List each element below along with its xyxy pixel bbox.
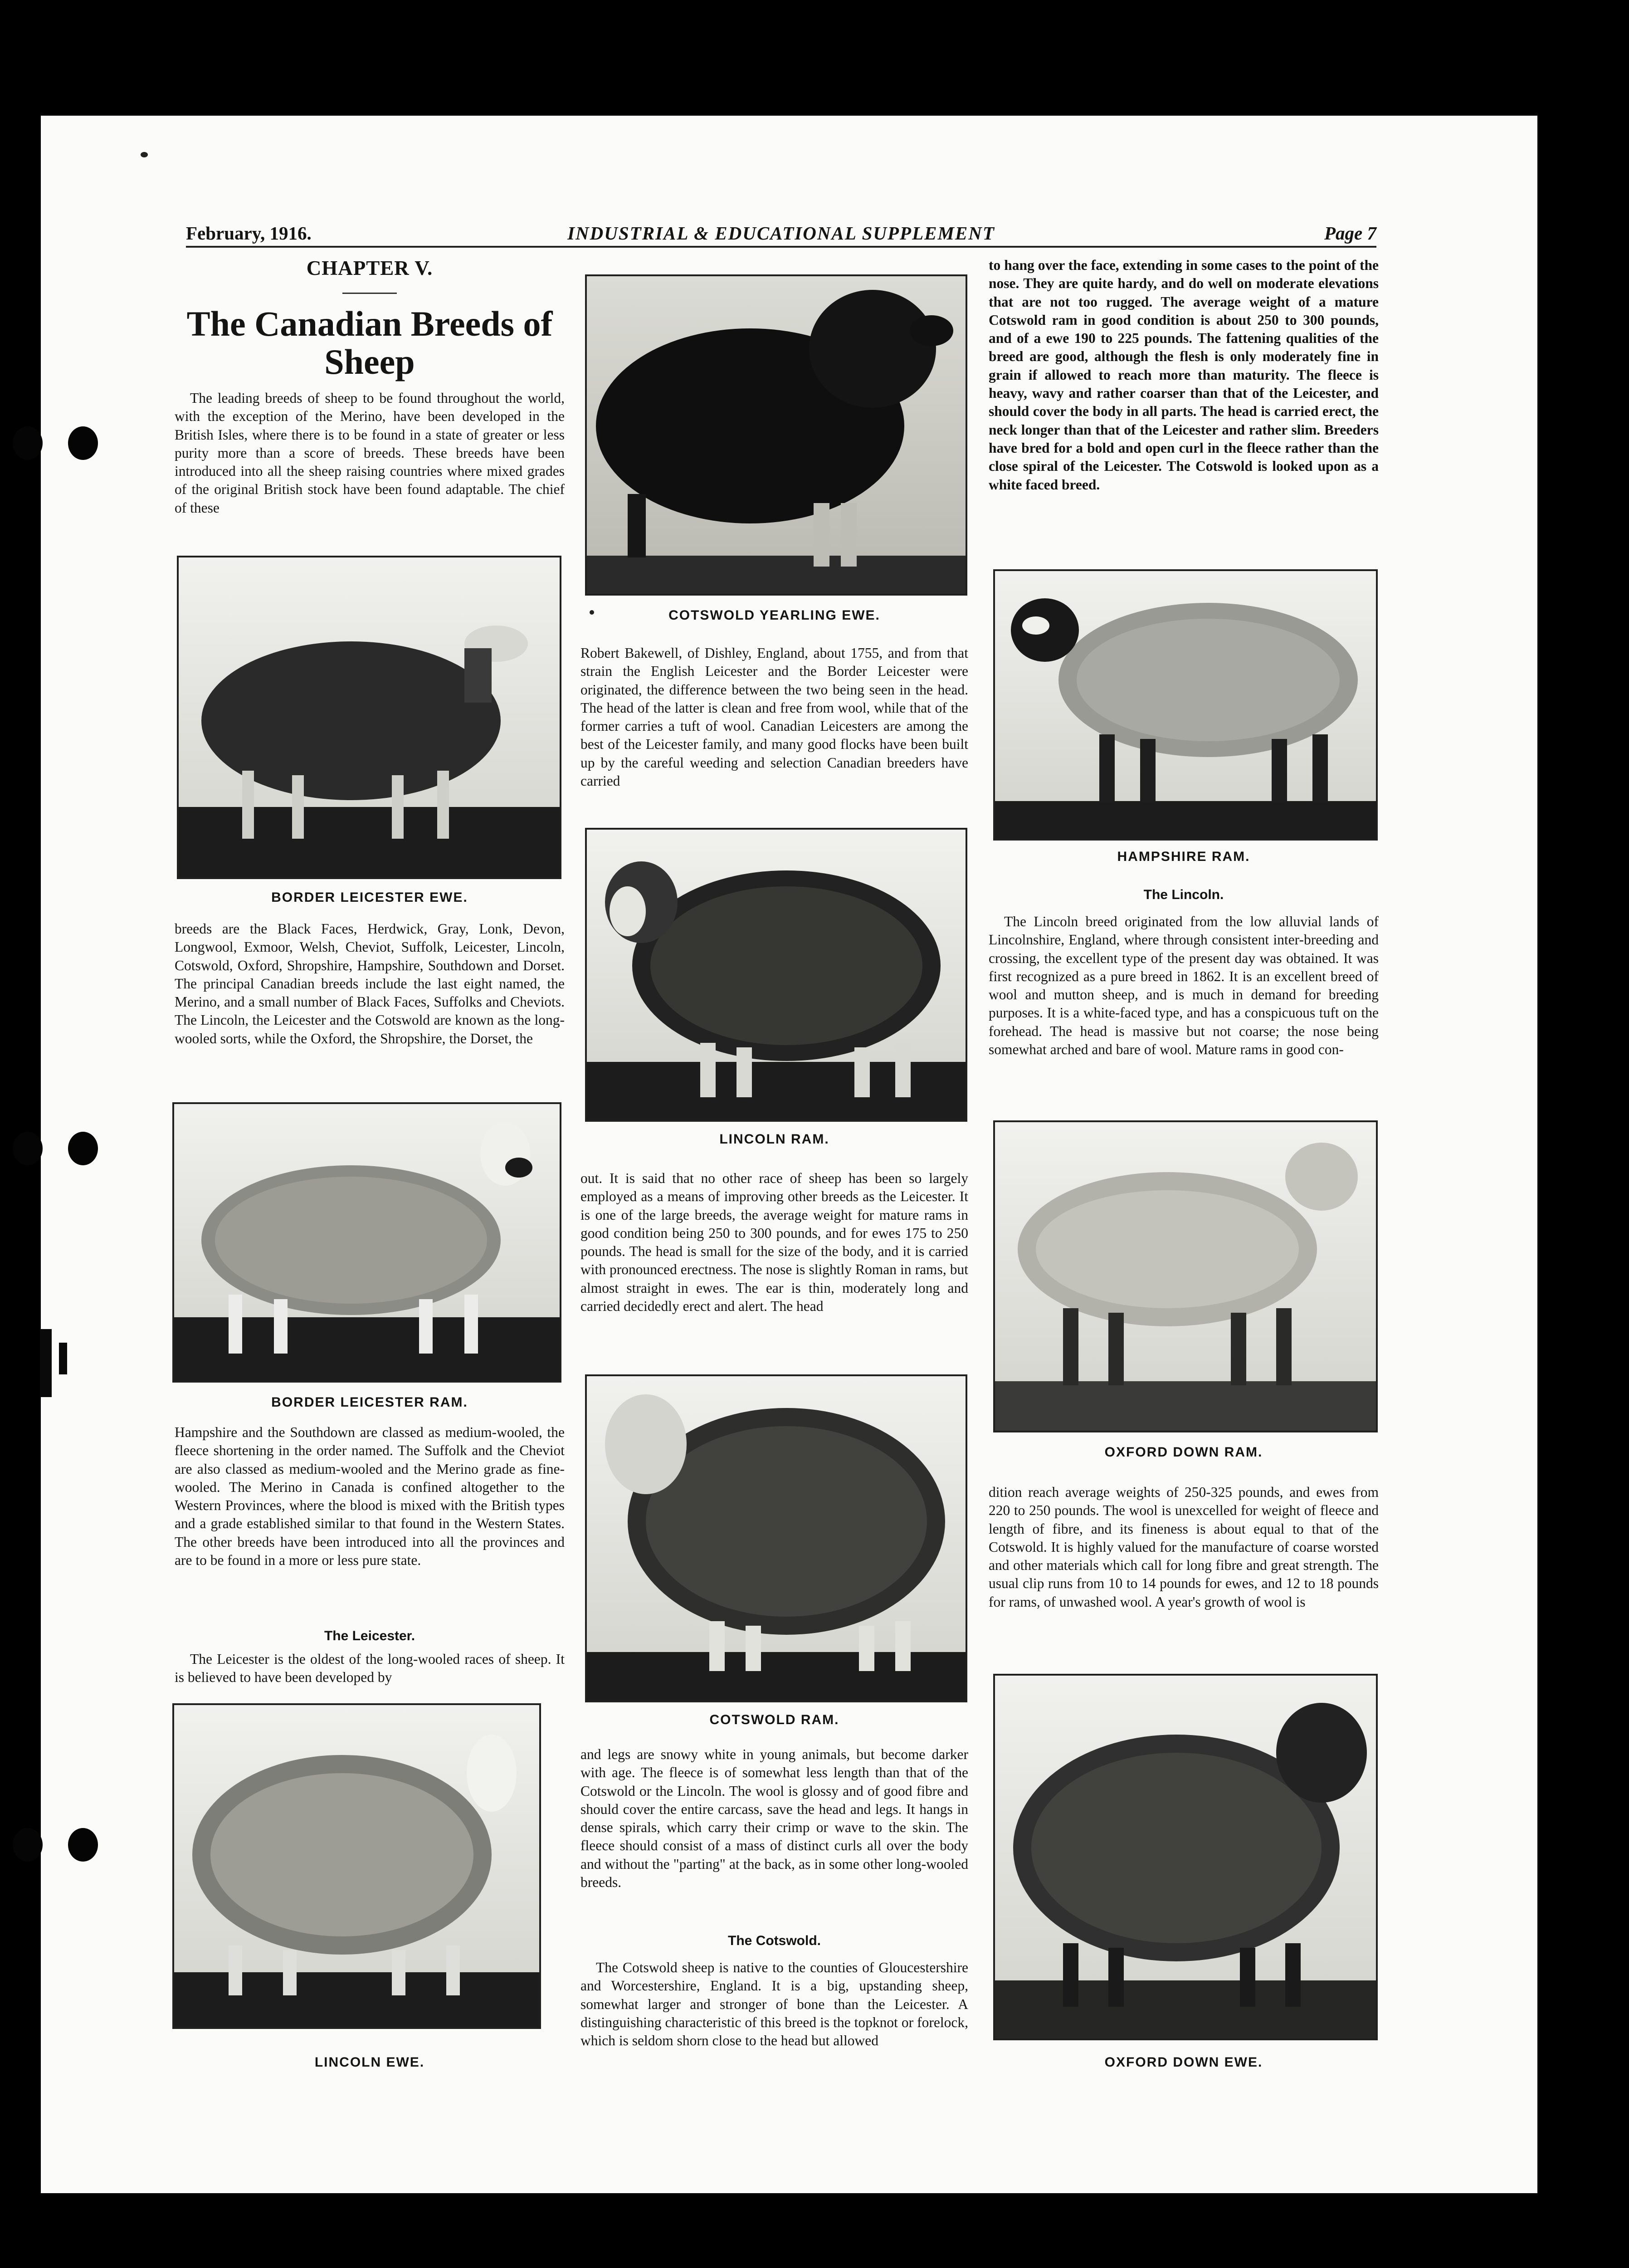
subhead-leicester: The Leicester. xyxy=(324,1628,415,1643)
caption-cotswold-yearling-ewe: COTSWOLD YEARLING EWE. xyxy=(668,608,880,623)
photo-oxford-down-ewe xyxy=(993,1674,1378,2040)
chapter-rule xyxy=(342,293,397,294)
caption-border-leicester-ram: BORDER LEICESTER RAM. xyxy=(271,1395,468,1410)
punch-hole xyxy=(13,1828,43,1862)
photo-hampshire-ram xyxy=(993,569,1378,841)
sheep-illustration xyxy=(995,571,1376,839)
photo-lincoln-ewe xyxy=(172,1703,541,2029)
punch-hole xyxy=(13,1132,43,1165)
photo-cotswold-ram xyxy=(585,1374,967,1702)
paragraph-intro: The leading breeds of sheep to be found throughout the world, with the exception of the Merino, have been developed in the British Isles, where there is to be found in a state of greater or less purity more than a score of breeds. These breeds have been introduced into all the sheep raising countries where mixed grades of the original British stock have been found adaptable. The chief of these xyxy=(175,390,565,516)
sheep-illustration xyxy=(179,557,560,877)
binding-mark xyxy=(59,1343,67,1374)
paragraph-hampshire-southdown: Hampshire and the Southdown are classed as medium-wooled, the fleece shortening in the order named. The Suffolk and the Cheviot are also classed as medium-wooled and the Merino grade as fine-wooled. The Merino in Canada is confined altogether to the Western Provinces, where the blood is mixed with the British types and a grade established similar to that found in the Western States. The other breeds have been introduced into all the provinces and are to be found in a more or less pure state. xyxy=(175,1424,565,1569)
caption-cotswold-ram: COTSWOLD RAM. xyxy=(709,1712,839,1727)
photo-lincoln-ram xyxy=(585,828,967,1122)
sheep-illustration xyxy=(995,1122,1376,1431)
running-header xyxy=(186,222,1376,248)
photo-oxford-down-ram xyxy=(993,1120,1378,1432)
caption-lincoln-ewe: LINCOLN EWE. xyxy=(314,2055,425,2070)
sheep-illustration xyxy=(587,830,966,1120)
punch-hole xyxy=(68,1828,98,1862)
caption-hampshire-ram: HAMPSHIRE RAM. xyxy=(1117,849,1250,864)
paragraph-leicester-fleece: and legs are snowy white in young animals, but become darker with age. The fleece is of somewhat less length than that of the Cotswold or the Lincoln. The wool is glossy and of good fibre and should cover the entire carcass, save the head and legs. It hangs in dense spirals, which carry their crimp or wave to the skin. The fleece should consist of a mass of distinct curls all over the body and without the "parting" at the back, as in some other long-wooled breeds. xyxy=(580,1746,968,1891)
caption-oxford-down-ram: OXFORD DOWN RAM. xyxy=(1104,1445,1263,1460)
subhead-cotswold: The Cotswold. xyxy=(728,1933,821,1948)
paragraph-breeds: breeds are the Black Faces, Herdwick, Gray, Lonk, Devon, Longwool, Exmoor, Welsh, Cheviot, Suffolk, Leicester, Lincoln, Cotswold, Oxford, Shropshire, Hampshire, Southdown and Dorset. The principal Canadian breeds include the last eight named, the Merino, and a small number of Black Faces, Suffolks and Cheviots. The Lincoln, the Leicester and the Cotswold are known as the long-wooled sorts, while the Oxford, the Shropshire, the Dorset, the xyxy=(175,921,565,1046)
sheep-illustration xyxy=(174,1104,560,1381)
header-date: February, 1916. xyxy=(186,223,312,244)
caption-oxford-down-ewe: OXFORD DOWN EWE. xyxy=(1104,2055,1263,2070)
header-page-number: Page 7 xyxy=(1324,223,1376,244)
caption-border-leicester-ewe: BORDER LEICESTER EWE. xyxy=(271,890,468,905)
punch-hole xyxy=(68,1132,98,1165)
caption-lincoln-ram: LINCOLN RAM. xyxy=(719,1132,829,1147)
paragraph-cotswold: The Cotswold sheep is native to the counties of Gloucestershire and Worcestershire, England. It is a big, upstanding sheep, somewhat larger and stronger of bone than the Leicester. A distinguishing characteristic of this breed is the topknot or forelock, which is seldom shorn close to the head but allowed xyxy=(580,1960,968,2049)
paragraph-lincoln-continued: dition reach average weights of 250-325 pounds, and ewes from 220 to 250 pounds. The wool is unexcelled for weight of fleece and length of fibre, and its fineness is about equal to that of the Cotswold. It is highly valued for the manufacture of coarse worsted and other materials which call for long fibre and great strength. The usual clip runs from 10 to 14 pounds for ewes, and 12 to 18 pounds for rams, of unwashed wool. A year's growth of wool is xyxy=(989,1484,1379,1610)
binding-mark xyxy=(40,1329,52,1397)
sheep-illustration xyxy=(587,276,966,594)
paragraph-cotswold-continued: to hang over the face, extending in some cases to the point of the nose. They are quite hardy, and do well on moderate elevations that are not too rugged. The average weight of a mature Cotswold ram in good condition is about 250 to 300 pounds, and of a ewe 190 to 225 pounds. The fattening qualities of the breed are good, although the flesh is only moderately fine in grain if allowed to reach more than maturity. The fleece is heavy, wavy and rather coarser than that of the Leicester, and should cover the body in all parts. The head is carried erect, the neck longer than that of the Leicester and rather slim. Breeders have bred for a bold and open curl in the fleece rather than the close spiral of the Leicester. The Cotswold is looked upon as a white faced breed. xyxy=(989,257,1379,493)
photo-cotswold-yearling-ewe xyxy=(585,274,967,596)
scan-speck xyxy=(141,152,148,157)
sheep-illustration xyxy=(174,1705,539,2027)
paragraph-leicester: The Leicester is the oldest of the long-wooled races of sheep. It is believed to have been developed by xyxy=(175,1651,565,1686)
photo-border-leicester-ram xyxy=(172,1102,561,1383)
paragraph-leicester-out: out. It is said that no other race of sheep has been so largely employed as a means of improving other breeds as the Leicester. It is one of the large breeds, the average weight for mature rams in good condition being 250 to 300 pounds, and for ewes 175 to 250 pounds. The head is small for the size of the body, and it is carried with pronounced erectness. The nose is slightly Roman in rams, but almost straight in ewes. The ear is thin, moderately long and carried decidedly erect and alert. The head xyxy=(580,1170,968,1315)
punch-hole xyxy=(13,426,43,460)
subhead-lincoln: The Lincoln. xyxy=(1143,887,1224,902)
photo-border-leicester-ewe xyxy=(177,556,561,879)
sheep-illustration xyxy=(587,1376,966,1701)
header-publication: INDUSTRIAL & EDUCATIONAL SUPPLEMENT xyxy=(567,223,995,244)
punch-hole xyxy=(68,426,98,460)
paragraph-lincoln: The Lincoln breed originated from the low alluvial lands of Lincolnshire, England, where through consistent inter-breeding and crossing, the excellent type of the present day was obtained. It was first recognized as a pure breed in 1862. It is an excellent breed of wool and mutton sheep, and is much in demand for breeding purposes. It is a white-faced type, and has a conspicuous tuft on the forehead. The head is massive but not coarse; the nose being somewhat arched and bare of wool. Mature rams in good con- xyxy=(989,914,1379,1058)
sheep-illustration xyxy=(995,1676,1376,2038)
chapter-heading: CHAPTER V. xyxy=(306,257,433,279)
paragraph-bakewell: Robert Bakewell, of Dishley, England, about 1755, and from that strain the English Leicester and the Border Leicester were originated, the difference between the two being seen in the head. The head of the latter is clean and free from wool, while that of the former carries a tuft of wool. Canadian Leicesters are among the best of the Leicester family, and many good flocks have been built up by the careful weeding and selection Canadian breeders have carried xyxy=(580,645,968,789)
article-title: The Canadian Breeds of Sheep xyxy=(186,304,553,381)
